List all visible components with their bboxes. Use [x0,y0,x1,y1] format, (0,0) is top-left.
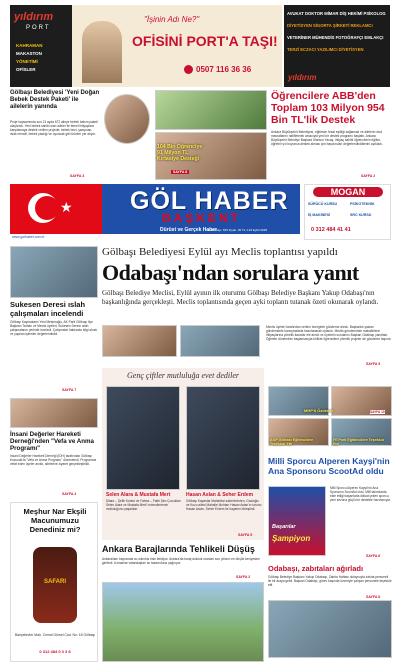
story-abb-title: Öğrencilere ABB'den Toplam 103 Milyon 954 Bin TL'lik Destek [271,90,385,126]
mogan-service-1: PSİKOTEKNİK [350,202,375,206]
wedding-block[interactable] [102,368,264,540]
meshur-jar [33,547,77,623]
story-idh-body: İnsani Değerler Hareketi Derneği (İDH) tarafından Gölbaşı Kuzucak'ta "Vefa ve Anma Programı" düzenlendi. Programda vefat eden üyeler anıldı, ailelerine ziyaret gerçekleştirildi. [10,454,97,466]
center-ad-headline: OFİSİNİ PORT'A TAŞI! [132,33,278,49]
masthead-flag [10,184,102,234]
sport-badge-2: Şampiyon [272,534,311,543]
wedding-photo-1 [106,386,180,490]
dams-body: Ankaralıları bayramda su sıkıntısı riski bekliyor. Ankara'da baraj doluluk oranları son yılların en düşük seviyesine geriledi. Uzmanlar vatandaşları su tasarrufuna çağırıyor. [102,557,260,565]
center-ad-question: "İşinin Adı Ne?" [144,15,200,24]
wedding-banner: Genç çiftler mutluluğa evet dediler [127,371,239,380]
left-ad-panel [10,5,72,87]
lead-photo-main [102,325,177,357]
left-ad-brand-sub: PORT [26,25,51,31]
right-ad-panel [284,5,390,87]
masthead-issue: Yıl: 26 Sayı: 815 Fiyatı: 20 TL 1-15 Eylül 2025 [206,228,268,232]
wedding-couple1-title: Selen Alara & Mustafa Mert [106,492,171,498]
left-ad-list-3: OFİSLER [16,67,36,72]
story-baby-ref: SAYFA 3 [70,174,85,178]
story-abb-support[interactable] [271,90,391,180]
sport-title: Milli Sporcu Alperen Kayşi'nin Ana Sponsoru ScootAd oldu [268,456,390,476]
sport-body: Milli Sporcu Alperen Kayşi'nin Ana Sponsoru ScootAd oldu. Milli takımlarda elde ettiği başarılarla dikkat çeken sporcu, yeni sezona güçlü bir destekle hazırlanıyor. [330,486,391,502]
story-sukesen-ref: SAYFA 7 [62,388,77,392]
right-ad-line-0: AVUKAT DOKTOR MİMAR DİŞ HEKİMİ PSİKOLOG [287,11,386,16]
meshur-title: Meşhur Nar Ekşili Macunumuzu Denediniz mi? [23,507,87,534]
lead-ref: SAYFA 9 [366,362,381,366]
masthead-sub: BAŞKENT [162,211,242,225]
wedding-photo-2 [186,386,260,490]
flag-star-icon: ★ [60,199,73,215]
right-ad-line-3: TERZİ ECZACI YAZILIMCI DİYETİSYEN [287,47,364,52]
wedding-ref: SAYFA 5 [238,533,253,537]
story-baby-package[interactable] [10,90,152,180]
right-cap-1: MHP'li Özdemir [304,408,334,413]
sport-ref: SAYFA 6 [366,554,381,558]
story-sport[interactable] [268,456,392,560]
lead-headline: Odabaşı'ndan sorulara yanıt [102,260,359,285]
meshur-phone: 0 312 484 0 3 3 8 [39,649,71,654]
story-idh-ref: SAYFA 4 [62,492,77,496]
story-sukesen-photo [10,246,98,298]
story-baby-title: Gölbaşı Belediyesi 'Yeni Doğan Bebek Destek Paketi' ile ailelerin yanında [10,90,100,110]
meshur-brand: SAFARI [43,579,66,585]
center-ad-phone: 0507 116 36 36 [196,65,252,74]
dams-photo [102,582,264,662]
story-baby-body: Proje kapsamında son 13 ayda 672 aileye bebek bakım paketi ulaştırıldı. Yeni bebek sahibi olan aileler ile temel ihtiyaçlara karşılamaya destek verilen projede; bebek bezi, şampuan, ıslak mendil, bebek yastığı ve oyuncak gibi ürünler yer alıyor. [10,120,98,136]
mogan-service-3: SRC KURSU [350,213,372,217]
zabita-title: Odabaşı, zabıtaları ağırladı [268,564,364,573]
flag-crescent-cut [35,196,59,220]
mogan-ad[interactable] [304,184,391,240]
story-idh-title: İnsani Değerler Hareketi Derneği'nden "Vefa ve Anma Programı" [10,431,94,452]
right-photo-grid[interactable] [268,386,392,446]
right-top-ref: SAYFA 10 [370,410,385,414]
masthead-website[interactable]: www.golhaber.com.tr [12,235,45,239]
story-dams[interactable] [102,544,264,662]
dams-ref: SAYFA 2 [236,575,251,579]
story-stationery-caption: 104 Bin Öğrenciye 91 Milyon TL Kırtasiye Desteği [157,144,203,162]
story-stationery[interactable] [155,90,267,180]
wedding-couple2-title: Hasan Aslan & Seher Erdem [186,492,254,498]
story-idh[interactable] [10,398,98,498]
left-ad-list-0: KAHRAMAN [16,43,43,48]
center-ad-panel [72,5,282,87]
left-ad-list-2: YÖNETİMİ [16,59,38,64]
dams-title: Ankara Barajlarında Tehlikeli Düşüş [102,544,255,554]
story-sukesen[interactable] [10,246,98,396]
meshur-address: Bahçelievler Mah. Cemal Gürsel Cad. No: 18 Gölbaşı [14,633,96,637]
story-abb-ref: SAYFA 2 [361,174,376,178]
story-stationery-ref: SAYFA 8 [173,170,188,174]
mogan-service-0: SÜRÜCÜ KURSU [308,202,338,206]
zabita-photo [268,600,392,658]
lead-column-text: Meclis üyeleri tarafından verilen önergeler gündeme alındı. Başkanlık yazları gündemdeki konuşmalarla hazırlanarak oylandı. Meclis gündeminde mahallelerin ihtiyaçlarına yönelik kararlar ele alındı ve üyelerin sorularını Başkan Odabaşı yanıtladı. Öğretim döneminin başlamasıyla birlikte öğrencilere yönelik projeler de gündeme taşındı. [266,325,392,341]
story-sukesen-body: Gölbaşı Kaymakamı Yeni Mesimoğlu, AK Parti Gölbaşı İlçe Başkanı Tarhan ve Meclis üyeleri, Sukesen Deresi ıslah çalışmalarını yerinde inceledi. Çalışmalar hakkında bilgi alındı ve yapılan işlemler değerlendirildi. [10,320,98,336]
lead-lede: Gölbaşı Belediye Meclisi, Eylül ayının ilk oturumu Gölbaşı Belediye Başkanı Yakup Odabaşı'nın başkanlığında gerçekleşti. Meclis toplantısında geçen ayki toplantı tutanak özeti okunarak oylandı. [102,289,379,306]
story-stationery-photo-top [155,90,267,130]
right-ad-brand: yıldırım [288,73,317,82]
story-zabita[interactable] [268,564,392,662]
zabita-ref: SAYFA 8 [366,595,381,599]
masthead-slogan: Dürüst ve Gerçek Haber [160,227,217,233]
right-ad-line-2: VETERİNER MÜHENDİS FOTOĞRAFÇI EMLAKÇI [287,35,384,40]
story-sukesen-title: Sukesen Deresi ıslah çalışmaları incelendi [10,300,86,318]
mogan-phone: 0 312 484 41 41 [311,227,351,233]
lead-kicker: Gölbaşı Belediyesi Eylül ayı Meclis toplantısı yapıldı [102,246,338,258]
sport-photo [268,486,326,556]
story-idh-photo [10,398,98,428]
meshur-ad[interactable] [10,502,98,662]
center-ad-figure [82,21,122,83]
left-ad-list-1: MAKASTON [16,51,42,56]
right-cap-2: AKP Gölbaşı Eğitimcilere Teşekkür Etti [270,438,314,446]
story-baby-photo [104,94,150,144]
story-abb-body: Ankara Büyükşehir Belediyesi, eğitimde fırsat eşitliği sağlamak ve ailelerin okul masraflarını hafifletmek amacıyla yeni bir destek programı başlattı. Ankara Büyükşehir Belediye Başkanı Mansur Yavaş, ihtiyaç sahibi öğrencilerin eğitim-öğretim yılı boyunca destek alması için başvuruları değerlendirdiklerini açıkladı. [271,130,383,146]
right-cap-3: İYİ Parti Eğitimcilere Teşekkür Etti [333,438,385,446]
zabita-body: Gölbaşı Belediye Başkanı Yakup Odabaşı, Zabıta Haftası dolayısıyla zabıta personeli ile bir araya geldi. Başkan Odabaşı, görev başında özveriyle çalışan personele teşekkür etti. [268,575,392,587]
wedding-couple2-body: Gölbaşı Kayanlar Mahallesi sakinlerinden, Gazioğlu ve Kuzu ailesi Mahalle Muhtarı Hasan Aslan'ın torunu Hasan Aslan, Seher Erdem ile hayatını birleştirdi. [186,499,262,511]
mogan-service-2: İŞ MAKİNESİ [308,213,330,217]
masthead [10,184,300,240]
top-ad-banner[interactable] [10,5,390,87]
mogan-name: MOGAN [313,187,383,197]
left-ad-brand: yıldırım [14,11,54,23]
lead-photo-secondary [180,325,260,357]
wedding-couple1-body: Dilara – Şefik Korkut ve Fatma – Fatih Şen Çocukları Selen Alara ve Mustafa Mert'i evlendirmenin mutluluğunu yaşadılar. [106,499,181,511]
right-ad-line-1: DİYETİSYEN SİGORTA ŞİRKETİ REKLAMCI [287,23,373,28]
center-ad-phone-icon [184,65,193,74]
masthead-name: GÖL HABER [130,187,289,215]
sport-badge-1: Başarılar [272,524,296,530]
